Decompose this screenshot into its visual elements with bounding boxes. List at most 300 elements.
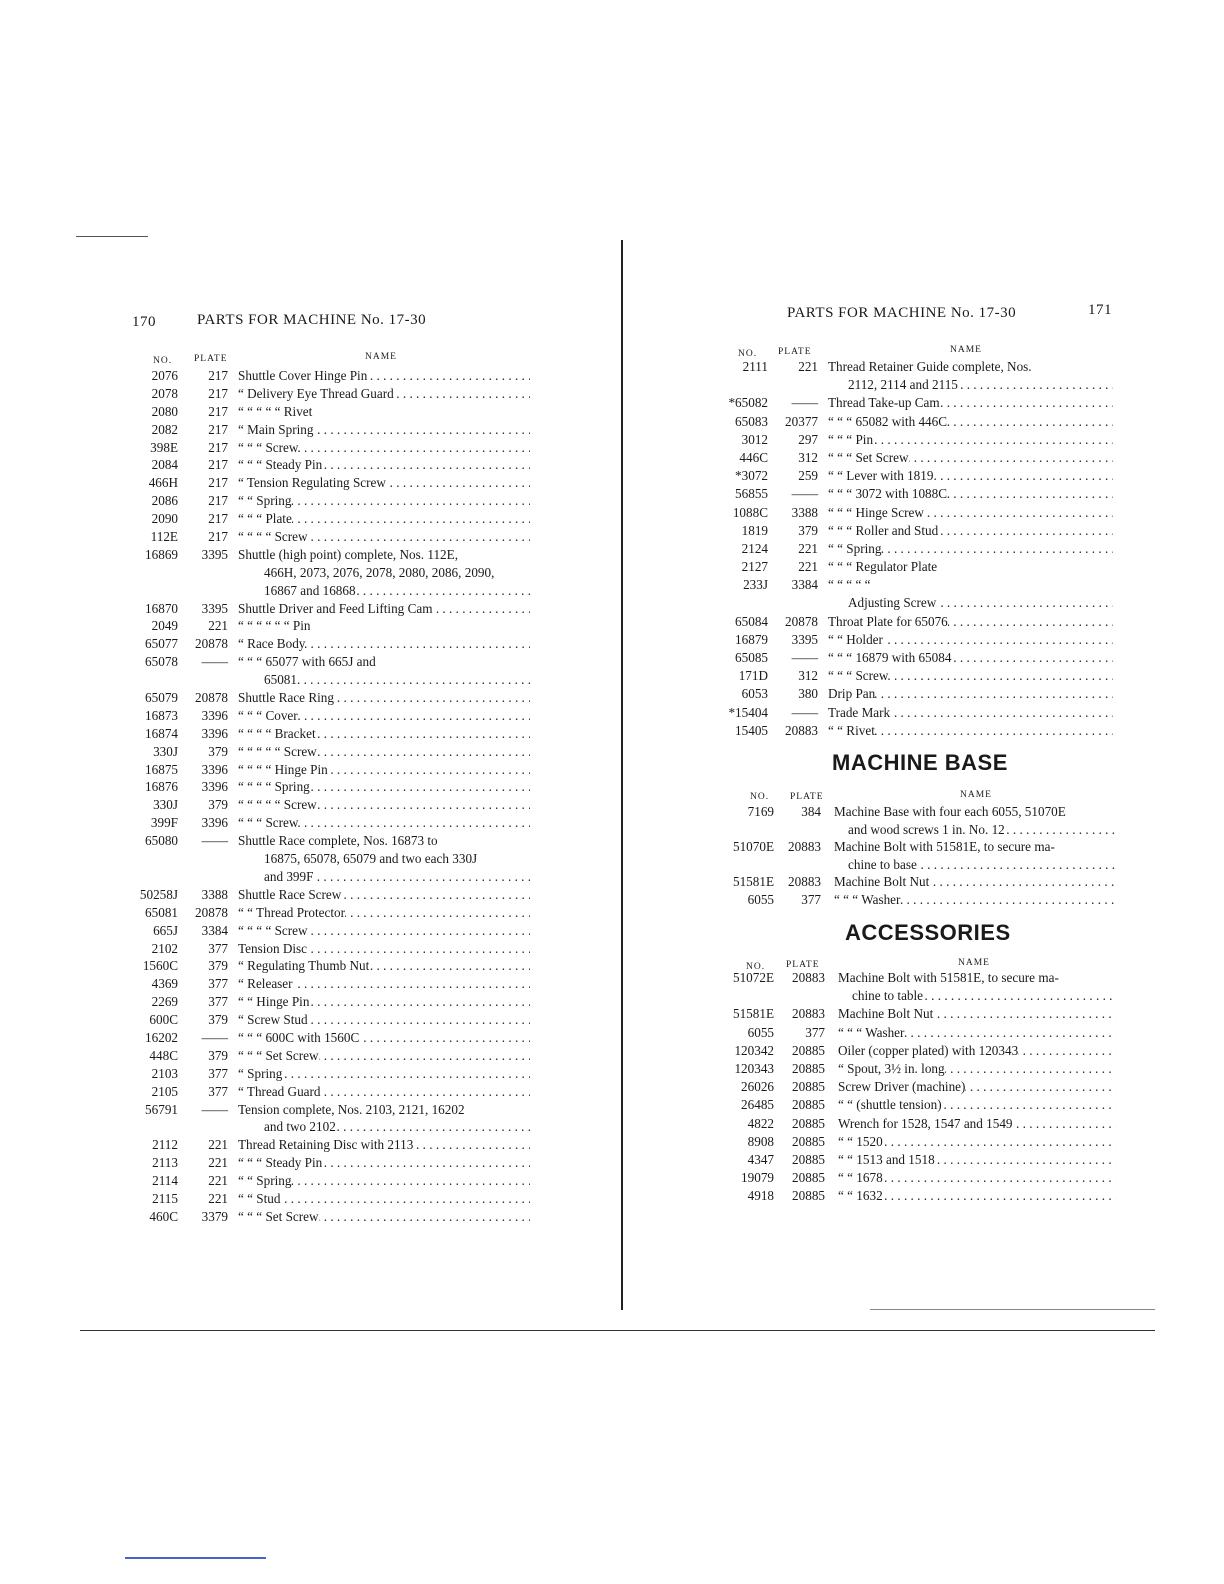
part-name-cell [834, 891, 1116, 909]
part-name-cell [238, 1065, 530, 1083]
plate-number: 3396 [201, 725, 228, 741]
part-name: “ “ “ “ “ [828, 577, 871, 593]
scan-mark-bottom-right [870, 1309, 1155, 1310]
part-name: “ “ “ “ “ Screw [238, 743, 317, 759]
part-name-cell [238, 367, 530, 385]
part-name: “ “ “ Steady Pin [238, 1155, 323, 1171]
right-col-plate-header: PLATE [778, 347, 812, 357]
plate-number: 3388 [791, 504, 818, 520]
part-name-cell [834, 803, 1116, 821]
part-name: Shuttle Race complete, Nos. 16873 to [238, 833, 438, 849]
part-number: 2082 [151, 421, 178, 437]
part-number: 120342 [734, 1042, 774, 1058]
part-number: 665J [153, 922, 178, 938]
table-row [130, 725, 530, 743]
table-row [718, 1169, 1118, 1187]
page-gutter-line [621, 240, 623, 1310]
part-name: Oiler (copper plated) with 120343 [838, 1042, 1019, 1058]
table-row [130, 1029, 530, 1047]
plate-number: 20885 [792, 1151, 825, 1167]
acc-col-plate-header: PLATE [786, 960, 820, 970]
part-number: 65078 [145, 654, 178, 670]
table-row [718, 1060, 1118, 1078]
part-name: Thread Take-up Cam [828, 395, 940, 411]
table-row [718, 1133, 1118, 1151]
part-name: “ “ “ Set Screw [238, 1208, 319, 1224]
part-name: 16867 and 16868 [264, 582, 356, 598]
plate-number: —— [791, 704, 818, 720]
part-number: 460C [149, 1208, 178, 1224]
left-col-no-header: NO. [153, 356, 173, 366]
part-name: “ “ “ “ Bracket [238, 725, 316, 741]
part-number: 3012 [741, 431, 768, 447]
part-name: “ “ “ 65082 with 446C [828, 413, 948, 429]
part-number: 330J [153, 797, 178, 813]
part-number: 2076 [151, 368, 178, 383]
part-name-cell [838, 1024, 1116, 1042]
table-row [130, 1154, 530, 1172]
part-name-cell [828, 504, 1113, 522]
table-row [130, 778, 530, 796]
base-col-no-header: NO. [750, 792, 770, 802]
part-name-cell [848, 376, 1113, 394]
plate-number: 3395 [201, 546, 228, 562]
part-number: 51070E [732, 839, 774, 855]
table-row [718, 969, 1118, 987]
part-number: 51581E [732, 874, 774, 890]
plate-number: 377 [208, 976, 228, 992]
part-name-cell [238, 1101, 530, 1119]
part-name-cell [238, 796, 530, 814]
plate-number: 20885 [792, 1188, 825, 1204]
part-number: 65077 [145, 636, 178, 652]
plate-number: 20885 [792, 1079, 825, 1095]
part-number: *65082 [728, 395, 768, 411]
part-name-cell [238, 707, 530, 725]
table-row [718, 649, 1118, 667]
part-name: “ Thread Guard [238, 1083, 321, 1099]
part-name-cell [264, 564, 530, 582]
part-name-cell [828, 558, 1113, 576]
plate-number: 3379 [201, 1208, 228, 1224]
part-name-cell [828, 431, 1113, 449]
left-col-plate-header: PLATE [194, 354, 228, 364]
plate-number: 221 [208, 1173, 228, 1189]
part-number: 16870 [145, 600, 178, 616]
part-name-cell [848, 594, 1113, 612]
plate-number: 377 [208, 994, 228, 1010]
part-number: 2080 [151, 403, 178, 419]
part-name-cell [238, 832, 530, 850]
table-row [718, 821, 1118, 839]
part-name: “ “ “ Plate [238, 511, 292, 527]
part-name-cell [828, 631, 1113, 649]
table-row [718, 394, 1118, 412]
part-name-cell [828, 413, 1113, 431]
part-name: “ “ 1520 [838, 1133, 883, 1149]
plate-number: 221 [798, 359, 818, 374]
part-name: “ Delivery Eye Thread Guard [238, 385, 394, 401]
table-row [130, 868, 530, 886]
part-name-cell [238, 456, 530, 474]
part-name: “ “ Hinge Pin [238, 994, 310, 1010]
table-row [130, 850, 530, 868]
right-page-number: 171 [1088, 302, 1112, 318]
table-row [718, 1078, 1118, 1096]
part-name-cell [838, 1096, 1116, 1114]
part-name-cell [828, 394, 1113, 412]
part-name-cell [828, 613, 1113, 631]
part-name-cell [264, 1118, 530, 1136]
plate-number: 380 [798, 686, 818, 702]
part-number: 4369 [151, 976, 178, 992]
plate-number: 221 [208, 1190, 228, 1206]
part-name: “ Main Spring [238, 421, 314, 437]
part-number: 50258J [139, 886, 178, 902]
blue-link-bar [125, 1557, 266, 1559]
part-name: Machine Bolt with 51581E, to secure ma- [838, 970, 1059, 985]
table-row [130, 456, 530, 474]
table-row [130, 993, 530, 1011]
part-name-cell [828, 649, 1113, 667]
table-row [130, 671, 530, 689]
plate-number: 217 [208, 457, 228, 473]
part-name-cell [834, 838, 1116, 856]
part-name: “ “ “ “ Hinge Pin [238, 761, 328, 777]
part-name-cell [238, 1011, 530, 1029]
part-number: 1560C [142, 958, 178, 974]
table-row [130, 510, 530, 528]
part-name: “ “ Stud [238, 1190, 281, 1206]
part-name-cell [828, 540, 1113, 558]
part-name-cell [828, 485, 1113, 503]
part-name-cell [238, 1029, 530, 1047]
part-name: “ “ Spring [238, 493, 292, 509]
part-number: 16879 [735, 631, 768, 647]
table-row [130, 439, 530, 457]
part-name: 65081 [264, 672, 297, 688]
part-number: 65083 [735, 413, 768, 429]
part-name-cell [838, 1005, 1116, 1023]
part-name-cell [238, 1208, 530, 1226]
plate-number: 20883 [788, 839, 821, 855]
part-name: chine to table [852, 988, 924, 1004]
left-page-number: 170 [132, 314, 156, 330]
part-name: Machine Bolt Nut [838, 1006, 934, 1022]
part-name: “ “ “ Cover [238, 707, 298, 723]
plate-number: 3396 [201, 815, 228, 831]
part-name-cell [838, 1187, 1116, 1205]
table-row [130, 922, 530, 940]
table-row [718, 1024, 1118, 1042]
machine-base-title: MACHINE BASE [832, 750, 1008, 775]
part-name-cell [828, 667, 1113, 685]
part-number: *15404 [728, 704, 768, 720]
part-number: 65081 [145, 904, 178, 920]
part-name-cell [828, 522, 1113, 540]
part-name: “ “ “ Roller and Stud [828, 522, 939, 538]
part-name: 2112, 2114 and 2115 [848, 377, 958, 393]
plate-number: 377 [801, 891, 821, 907]
part-name-cell [828, 358, 1113, 376]
part-number: 26485 [741, 1097, 774, 1113]
part-number: 16869 [145, 546, 178, 562]
plate-number: 384 [801, 804, 821, 819]
plate-number: 377 [208, 1065, 228, 1081]
part-name-cell [828, 467, 1113, 485]
part-number: 448C [149, 1047, 178, 1063]
part-name: 466H, 2073, 2076, 2078, 2080, 2086, 2090, [264, 564, 495, 580]
plate-number: 20885 [792, 1133, 825, 1149]
part-number: 56855 [735, 486, 768, 502]
part-number: 16875 [145, 761, 178, 777]
plate-number: 20883 [788, 874, 821, 890]
part-number: 1088C [732, 504, 768, 520]
right-col-no-header: NO. [738, 349, 758, 359]
acc-col-no-header: NO. [746, 962, 766, 972]
part-number: 2111 [742, 359, 768, 374]
part-number: 65079 [145, 690, 178, 706]
table-row [718, 467, 1118, 485]
right-parts-table [718, 358, 1118, 740]
table-row [718, 522, 1118, 540]
part-number: 2086 [151, 493, 178, 509]
part-name-cell [828, 449, 1113, 467]
table-row [718, 413, 1118, 431]
part-number: 16202 [145, 1029, 178, 1045]
part-name: “ “ “ Screw [238, 439, 299, 455]
part-name-cell [828, 704, 1113, 722]
plate-number: 20885 [792, 1097, 825, 1113]
part-name: “ “ “ Pin [828, 431, 874, 447]
part-number: 65084 [735, 613, 768, 629]
table-row [130, 796, 530, 814]
table-row [130, 403, 530, 421]
part-number: 112E [150, 529, 178, 545]
part-number: 51581E [732, 1006, 774, 1022]
part-name: “ “ “ Washer [838, 1024, 905, 1040]
part-name: Wrench for 1528, 1547 and 1549 [838, 1115, 1013, 1131]
part-number: 1819 [741, 522, 768, 538]
part-name-cell [238, 1083, 530, 1101]
plate-number: 217 [208, 385, 228, 401]
part-number: 2102 [151, 940, 178, 956]
part-name-cell [238, 528, 530, 546]
part-name-cell [238, 474, 530, 492]
part-number: 4347 [747, 1151, 774, 1167]
part-number: 56791 [145, 1101, 178, 1117]
plate-number: —— [201, 1101, 228, 1117]
part-name: “ “ “ “ “ “ Pin [238, 618, 311, 634]
base-col-plate-header: PLATE [790, 792, 824, 802]
plate-number: 221 [798, 540, 818, 556]
plate-number: —— [791, 486, 818, 502]
part-number: 8908 [747, 1133, 774, 1149]
part-name: Screw Driver (machine) [838, 1079, 966, 1095]
part-name: “ “ “ Regulator Plate [828, 559, 938, 575]
table-row [718, 1151, 1118, 1169]
right-page-title: PARTS FOR MACHINE No. 17-30 [787, 305, 1017, 321]
plate-number: 20885 [792, 1115, 825, 1131]
plate-number: 20878 [195, 636, 228, 652]
part-name-cell [238, 492, 530, 510]
part-name: 16875, 65078, 65079 and two each 330J [264, 851, 478, 867]
table-row [130, 1172, 530, 1190]
part-name-cell [838, 1169, 1116, 1187]
part-number: 399F [150, 815, 178, 831]
part-name-cell [838, 1042, 1116, 1060]
part-name: Thread Retainer Guide complete, Nos. [828, 359, 1032, 374]
plate-number: 217 [208, 368, 228, 383]
table-row [130, 1101, 530, 1119]
part-number: *3072 [735, 468, 768, 484]
part-name: “ Releaser [238, 976, 293, 992]
part-name-cell [238, 1154, 530, 1172]
plate-number: 217 [208, 421, 228, 437]
plate-number: —— [791, 650, 818, 665]
plate-number: 20878 [785, 613, 818, 629]
table-row [718, 803, 1118, 821]
plate-number: —— [201, 654, 228, 670]
part-name: “ “ “ “ “ Rivet [238, 403, 313, 419]
part-name: Machine Bolt with 51581E, to secure ma- [834, 839, 1055, 855]
part-name-cell [238, 743, 530, 761]
plate-number: 312 [798, 668, 818, 684]
plate-number: 217 [208, 439, 228, 455]
part-name: “ Spout, 3½ in. long [838, 1060, 945, 1076]
part-name: “ “ Spring [238, 1173, 292, 1189]
part-name-cell [238, 385, 530, 403]
part-name-cell [238, 761, 530, 779]
table-row [130, 832, 530, 850]
part-name-cell [238, 600, 530, 618]
table-row [718, 376, 1118, 394]
table-row [718, 558, 1118, 576]
plate-number: 3396 [201, 761, 228, 777]
part-name: “ “ “ 65077 with 665J and [238, 654, 376, 670]
plate-number: 20883 [792, 1006, 825, 1022]
table-row [130, 1083, 530, 1101]
part-number: 6053 [741, 686, 768, 702]
table-row [130, 492, 530, 510]
part-name-cell [238, 886, 530, 904]
base-col-name-header: NAME [960, 790, 992, 800]
part-name: “ “ 1632 [838, 1188, 883, 1204]
plate-number: 379 [208, 1047, 228, 1063]
table-row [130, 707, 530, 725]
part-name: Shuttle (high point) complete, Nos. 112E, [238, 546, 459, 562]
part-number: 2113 [152, 1155, 178, 1171]
part-name: “ “ “ Hinge Screw [828, 504, 924, 520]
table-row [130, 600, 530, 618]
part-number: 2105 [151, 1083, 178, 1099]
part-name: “ “ “ Steady Pin [238, 457, 323, 473]
part-name-cell [264, 850, 530, 868]
part-name: “ “ “ “ Screw [238, 922, 308, 938]
part-name-cell [238, 439, 530, 457]
plate-number: —— [791, 395, 818, 411]
part-number: 2115 [152, 1190, 178, 1206]
part-name-cell [238, 653, 530, 671]
table-row [718, 987, 1118, 1005]
part-name: “ “ “ 3072 with 1088C [828, 486, 948, 502]
plate-number: 20883 [785, 722, 818, 738]
part-number: 16876 [145, 779, 178, 795]
plate-number: 3384 [201, 922, 228, 938]
part-number: 4822 [747, 1115, 774, 1131]
plate-number: 221 [208, 1137, 228, 1153]
table-row [130, 940, 530, 958]
part-name: Shuttle Race Ring [238, 690, 334, 706]
plate-number: 379 [798, 522, 818, 538]
part-number: 16873 [145, 707, 178, 723]
table-row [130, 474, 530, 492]
part-name: Shuttle Driver and Feed Lifting Cam [238, 600, 433, 616]
part-name: “ “ “ 600C with 1560C [238, 1029, 360, 1045]
part-name: “ “ “ Set Screw [238, 1047, 319, 1063]
plate-number: 20878 [195, 690, 228, 706]
part-name: “ Screw Stud [238, 1012, 308, 1028]
table-row [130, 546, 530, 564]
table-row [718, 540, 1118, 558]
part-name-cell [238, 1172, 530, 1190]
plate-number: 3388 [201, 886, 228, 902]
part-name-cell [238, 403, 530, 421]
accessories-title: ACCESSORIES [845, 920, 1011, 945]
part-number: 65080 [145, 833, 178, 849]
page-bottom-rule [80, 1330, 1155, 1331]
part-name-cell [848, 821, 1116, 839]
plate-number: 3396 [201, 707, 228, 723]
table-row [130, 975, 530, 993]
part-name-cell [838, 1078, 1116, 1096]
plate-number: 312 [798, 449, 818, 465]
plate-number: 221 [208, 1155, 228, 1171]
plate-number: 20878 [195, 904, 228, 920]
part-name-cell [238, 635, 530, 653]
table-row [718, 613, 1118, 631]
plate-number: 217 [208, 475, 228, 491]
plate-number: 217 [208, 511, 228, 527]
part-name-cell [838, 1151, 1116, 1169]
part-name: “ “ Thread Protector [238, 904, 346, 920]
part-name-cell [238, 814, 530, 832]
table-row [130, 1011, 530, 1029]
part-name: Thread Retaining Disc with 2113 [238, 1137, 414, 1153]
part-name: “ “ 1513 and 1518 [838, 1151, 935, 1167]
part-name: Adjusting Screw [848, 595, 937, 611]
plate-number: 217 [208, 403, 228, 419]
table-row [130, 1118, 530, 1136]
part-name: “ Race Body [238, 636, 306, 652]
part-name-cell [838, 1115, 1116, 1133]
part-name: Shuttle Race Screw [238, 886, 342, 902]
part-name-cell [852, 987, 1116, 1005]
table-row [130, 582, 530, 600]
part-number: 446C [739, 449, 768, 465]
part-number: 2127 [741, 559, 768, 575]
machine-base-table [718, 803, 1118, 909]
part-number: 2084 [151, 457, 178, 473]
part-name: “ Spring [238, 1065, 283, 1081]
part-name-cell [238, 922, 530, 940]
part-name: “ “ “ Screw [238, 815, 299, 831]
part-number: 19079 [741, 1170, 774, 1186]
plate-number: 379 [208, 958, 228, 974]
part-number: 7169 [747, 804, 774, 819]
part-name: “ “ “ 16879 with 65084 [828, 650, 952, 665]
part-name-cell [828, 722, 1113, 740]
